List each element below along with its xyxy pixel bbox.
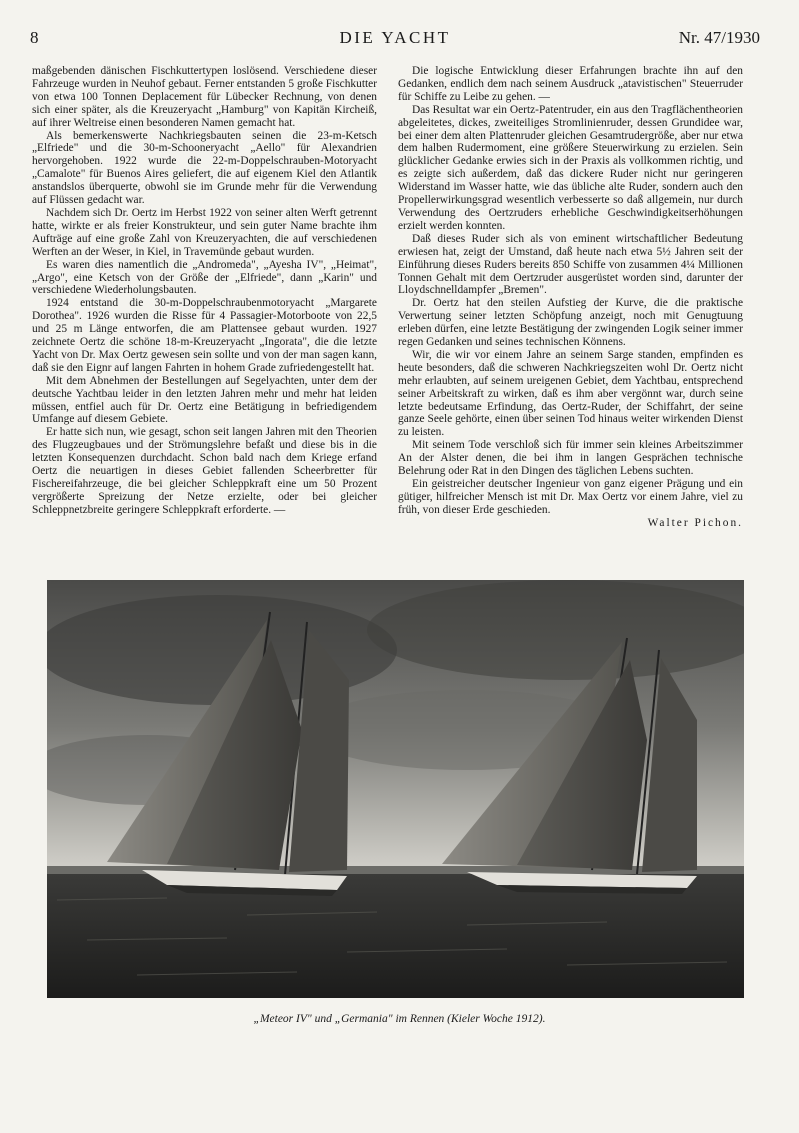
page-number: 8	[30, 28, 39, 47]
paragraph: Es waren dies namentlich die „Andromeda", „Ayesha IV", „Heimat", „Argo", eine Ketsch von der Größe der „Elfriede", dann „Karin" und verschiedene Wiederholungsbauten.	[32, 258, 377, 297]
issue-number: Nr. 47/1930	[678, 28, 760, 47]
paragraph: Dr. Oertz hat den steilen Aufstieg der Kurve, die die praktische Verwertung seiner letzten Schöpfung anzeigt, noch mit Genugtuung erleben dürfen, eine letzte Bestätigung der zwingenden Logik seiner immer regen Gedanken und seines technischen Könnens.	[398, 297, 743, 349]
page-header	[30, 26, 760, 50]
paragraph: Er hatte sich nun, wie gesagt, schon seit langen Jahren mit den Theorien des Flugzeugbaues und der Strömungslehre befaßt und diese bis in die letzten Konsequenzen durchdacht. Schon bald nach dem Kriege erfand Oertz die neuartigen in dieses Gebiet fallenden Scheerbretter für Fischereifahrzeuge, die bei gleicher Schleppkraft eine um 50 Prozent vergrößerte Spreizung der Netze erzielte, oder bei gleicher Schleppnetzbreite geringere Schleppkraft erforderte. —	[32, 426, 377, 516]
paragraph: Daß dieses Ruder sich als von eminent wirtschaftlicher Bedeutung erwiesen hat, zeigt der Umstand, daß heute nach etwa 5½ Jahren seit der Einführung dieses Ruders bereits 850 Schiffe von zusammen 4¼ Millionen Tonnen Gehalt mit dem Oertzruder ausgerüstet worden sind, darunter der Lloydschnelldampfer „Bremen".	[398, 232, 743, 297]
paragraph: Mit dem Abnehmen der Bestellungen auf Segelyachten, unter dem der deutsche Yachtbau leider in den letzten Jahren mehr und mehr hat leiden müssen, entfiel auch für Dr. Oertz eine Betätigung in befriedigendem Umfange auf diesem Gebiete.	[32, 374, 377, 426]
paragraph: Wir, die wir vor einem Jahre an seinem Sarge standen, empfinden es heute besonders, daß die schweren Nachkriegszeiten wohl Dr. Oertz nicht mehr erlaubten, auf seinem ureigenen Gebiet, dem Yachtbau, entsprechend seiner Arbeitskraft zu wirken, daß es ihm aber vergönnt war, durch seine letzte bedeutsame Erfindung, das Oertz-Ruder, der Schiffahrt, der seine ganze Seele gehörte, einen über seinen Tod hinaus weiter wirkenden Dienst zu leisten.	[398, 348, 743, 439]
left-column	[32, 65, 377, 517]
paragraph: Die logische Entwicklung dieser Erfahrungen brachte ihn auf den Gedanken, endlich dem nach seinem Ausdruck „atavistischen" Steuerruder für Schiffe zu Leibe zu gehen. —	[398, 65, 743, 103]
magazine-title: DIE YACHT	[339, 28, 451, 47]
paragraph: Mit seinem Tode verschloß sich für immer sein kleines Arbeitszimmer An der Alster denen, die bei ihm in langen Gesprächen technische Belehrung oder Rat in den Dingen des täglichen Lebens suchten.	[398, 439, 743, 478]
author-signature: Walter Pichon.	[647, 516, 743, 529]
paragraph: Ein geistreicher deutscher Ingenieur von ganz eigener Prägung und ein gütiger, hilfreicher Mensch ist mit Dr. Max Oertz vor einem Jahre, viel zu früh, von dieser Erde geschieden.	[398, 478, 743, 516]
right-column	[398, 65, 743, 530]
photo-caption: „Meteor IV" und „Germania" im Rennen (Kieler Woche 1912).	[253, 1013, 546, 1025]
paragraph: Nachdem sich Dr. Oertz im Herbst 1922 von seiner alten Werft getrennt hatte, wirkte er als freier Konstrukteur, und sein guter Name brachte ihm Aufträge auf eine große Zahl von Kreuzeryachten, die auf verschiedenen Werften an der Weser, in Kiel, in Travemünde gebaut wurden.	[32, 206, 377, 258]
paragraph: Als bemerkenswerte Nachkriegsbauten seinen die 23-m-Ketsch „Elfriede" und die 30-m-Schooneryacht „Aello" für Alexandrien hervorgehoben. 1922 wurde die 22-m-Doppelschrauben-Motoryacht „Camalote" für Buenos Aires geliefert, die auf eigenem Kiel den Atlantik anstandslos überquerte, obwohl sie im Grunde mehr für die Verwendung auf Flüssen gedacht war.	[32, 129, 377, 207]
paragraph: maßgebenden dänischen Fischkuttertypen loslösend. Verschiedene dieser Fahrzeuge wurden in Neuhof gebaut. Ferner entstanden 5 große Fischkutter von etwa 100 Tonnen Deplacement für Lübecker Rechnung, von denen sich einer später, als die Kreuzeryacht „Hamburg" von Kapitän Kircheiß, auf ihrer Weltreise einen besonderen Namen gemacht hat.	[32, 65, 377, 129]
yacht-race-photo	[47, 580, 744, 998]
paragraph: Das Resultat war ein Oertz-Patentruder, ein aus den Tragflächentheorien abgeleitetes, dickes, zweiteiliges Stromlinienruder, dessen Grundidee war, bei einer dem alten Plattenruder gleichen Gesamtrudergröße, aber nur etwa dem halben Rudermoment, eine größere Steuerwirkung zu erzielen. Sein glücklicher Gedanke erwies sich in der Praxis als vollkommen richtig, und es zeigte sich außerdem, daß das dickere Ruder nicht nur geringeren Widerstand im Wasser hatte, wie das übliche alte Ruder, sondern auch den Propellerwirkungsgrad wesentlich verbesserte so daß allgemein, nur durch Verwendung des Oertzruders erhebliche Geschwindigkeitserhöhungen erzielt werden konnten.	[398, 103, 743, 232]
paragraph: 1924 entstand die 30-m-Doppelschraubenmotoryacht „Margarete Dorothea". 1926 wurden die Risse für 4 Passagier-Motorboote von 22,5 und 25 m Länge entworfen, die am Plattensee gebaut wurden. 1927 zeichnete Oertz die schöne 18-m-Kreuzeryacht „Ingorata", die die letzte Yacht von Dr. Max Oertz gewesen sein sollte und von der man sagen kann, daß sie den Eignr auf langen Fahrten in hohem Grade zufriedengestellt hat.	[32, 297, 377, 374]
